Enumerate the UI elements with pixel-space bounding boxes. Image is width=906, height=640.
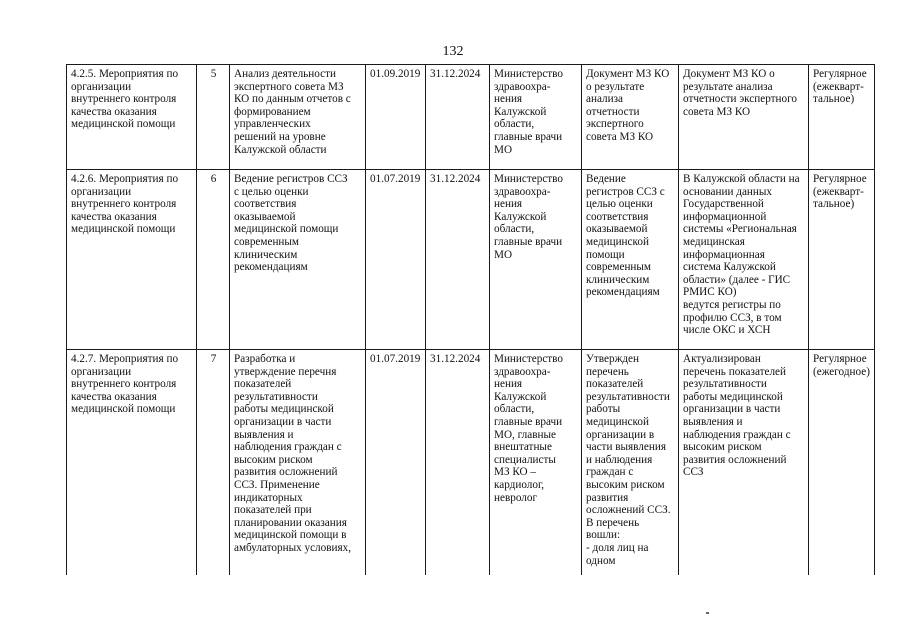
start-date-cell: 01.09.2019 — [366, 65, 426, 170]
item-number-cell: 7 — [197, 350, 230, 576]
item-number-cell: 5 — [197, 65, 230, 170]
result-document-cell: Документ МЗ КО о результате анализа отчетности экспертного совета МЗ КО — [582, 65, 679, 170]
table-row — [67, 170, 875, 350]
section-cell: 4.2.7. Мероприятия по организации внутреннего контроля качества оказания медицинской помощи — [67, 350, 197, 576]
table-row — [67, 350, 875, 576]
item-number-cell: 6 — [197, 170, 230, 350]
section-cell: 4.2.6. Мероприятия по организации внутреннего контроля качества оказания медицинской помощи — [67, 170, 197, 350]
end-date-cell: 31.12.2024 — [426, 170, 490, 350]
section-cell: 4.2.5. Мероприятия по организации внутреннего контроля качества оказания медицинской помощи — [67, 65, 197, 170]
action-plan-table — [66, 64, 875, 575]
indicator-cell: Актуализирован перечень показателей результативности работы медицинской организации в части выявления и наблюдения граждан с высоким риском развития осложнений ССЗ — [679, 350, 809, 576]
activity-cell: Ведение регистров ССЗ с целью оценки соответствия оказываемой медицинской помощи современным клиническим рекомендациям — [230, 170, 366, 350]
start-date-cell: 01.07.2019 — [366, 170, 426, 350]
indicator-cell: В Калужской области на основании данных Государственной информационной системы «Региональная медицинская информационная система Калужской области» (далее - ГИС РМИС КО) ведутся регистры по профилю ССЗ, в том числе ОКС и ХСН — [679, 170, 809, 350]
frequency-cell: Регулярное (ежегодное) — [809, 350, 875, 576]
scan-speck — [706, 612, 709, 614]
table-row — [67, 65, 875, 170]
frequency-cell: Регулярное (ежекварт- тальное) — [809, 170, 875, 350]
indicator-cell: Документ МЗ КО о результате анализа отчетности экспертного совета МЗ КО — [679, 65, 809, 170]
frequency-cell: Регулярное (ежекварт- тальное) — [809, 65, 875, 170]
responsible-cell: Министерство здравоохра- нения Калужской области, главные врачи МО — [490, 65, 582, 170]
activity-cell: Разработка и утверждение перечня показателей результативности работы медицинской организации в части выявления и наблюдения граждан с высоким риском развития осложнений ССЗ. Применение индикаторных показателей при планировании оказания медицинской помощи в амбулаторных условиях, — [230, 350, 366, 576]
end-date-cell: 31.12.2024 — [426, 65, 490, 170]
responsible-cell: Министерство здравоохра- нения Калужской области, главные врачи МО, главные внештатные специалисты МЗ КО – кардиолог, невролог — [490, 350, 582, 576]
result-document-cell: Утвержден перечень показателей результативности работы медицинской организации в части выявления и наблюдения граждан с высоким риском развития осложнений ССЗ. В перечень вошли: - доля лиц на одном — [582, 350, 679, 576]
result-document-cell: Ведение регистров ССЗ с целью оценки соответствия оказываемой медицинской помощи современным клиническим рекомендациям — [582, 170, 679, 350]
page-number: 132 — [442, 44, 464, 59]
activity-cell: Анализ деятельности экспертного совета МЗ КО по данным отчетов с формированием управленческих решений на уровне Калужской области — [230, 65, 366, 170]
start-date-cell: 01.07.2019 — [366, 350, 426, 576]
responsible-cell: Министерство здравоохра- нения Калужской области, главные врачи МО — [490, 170, 582, 350]
end-date-cell: 31.12.2024 — [426, 350, 490, 576]
